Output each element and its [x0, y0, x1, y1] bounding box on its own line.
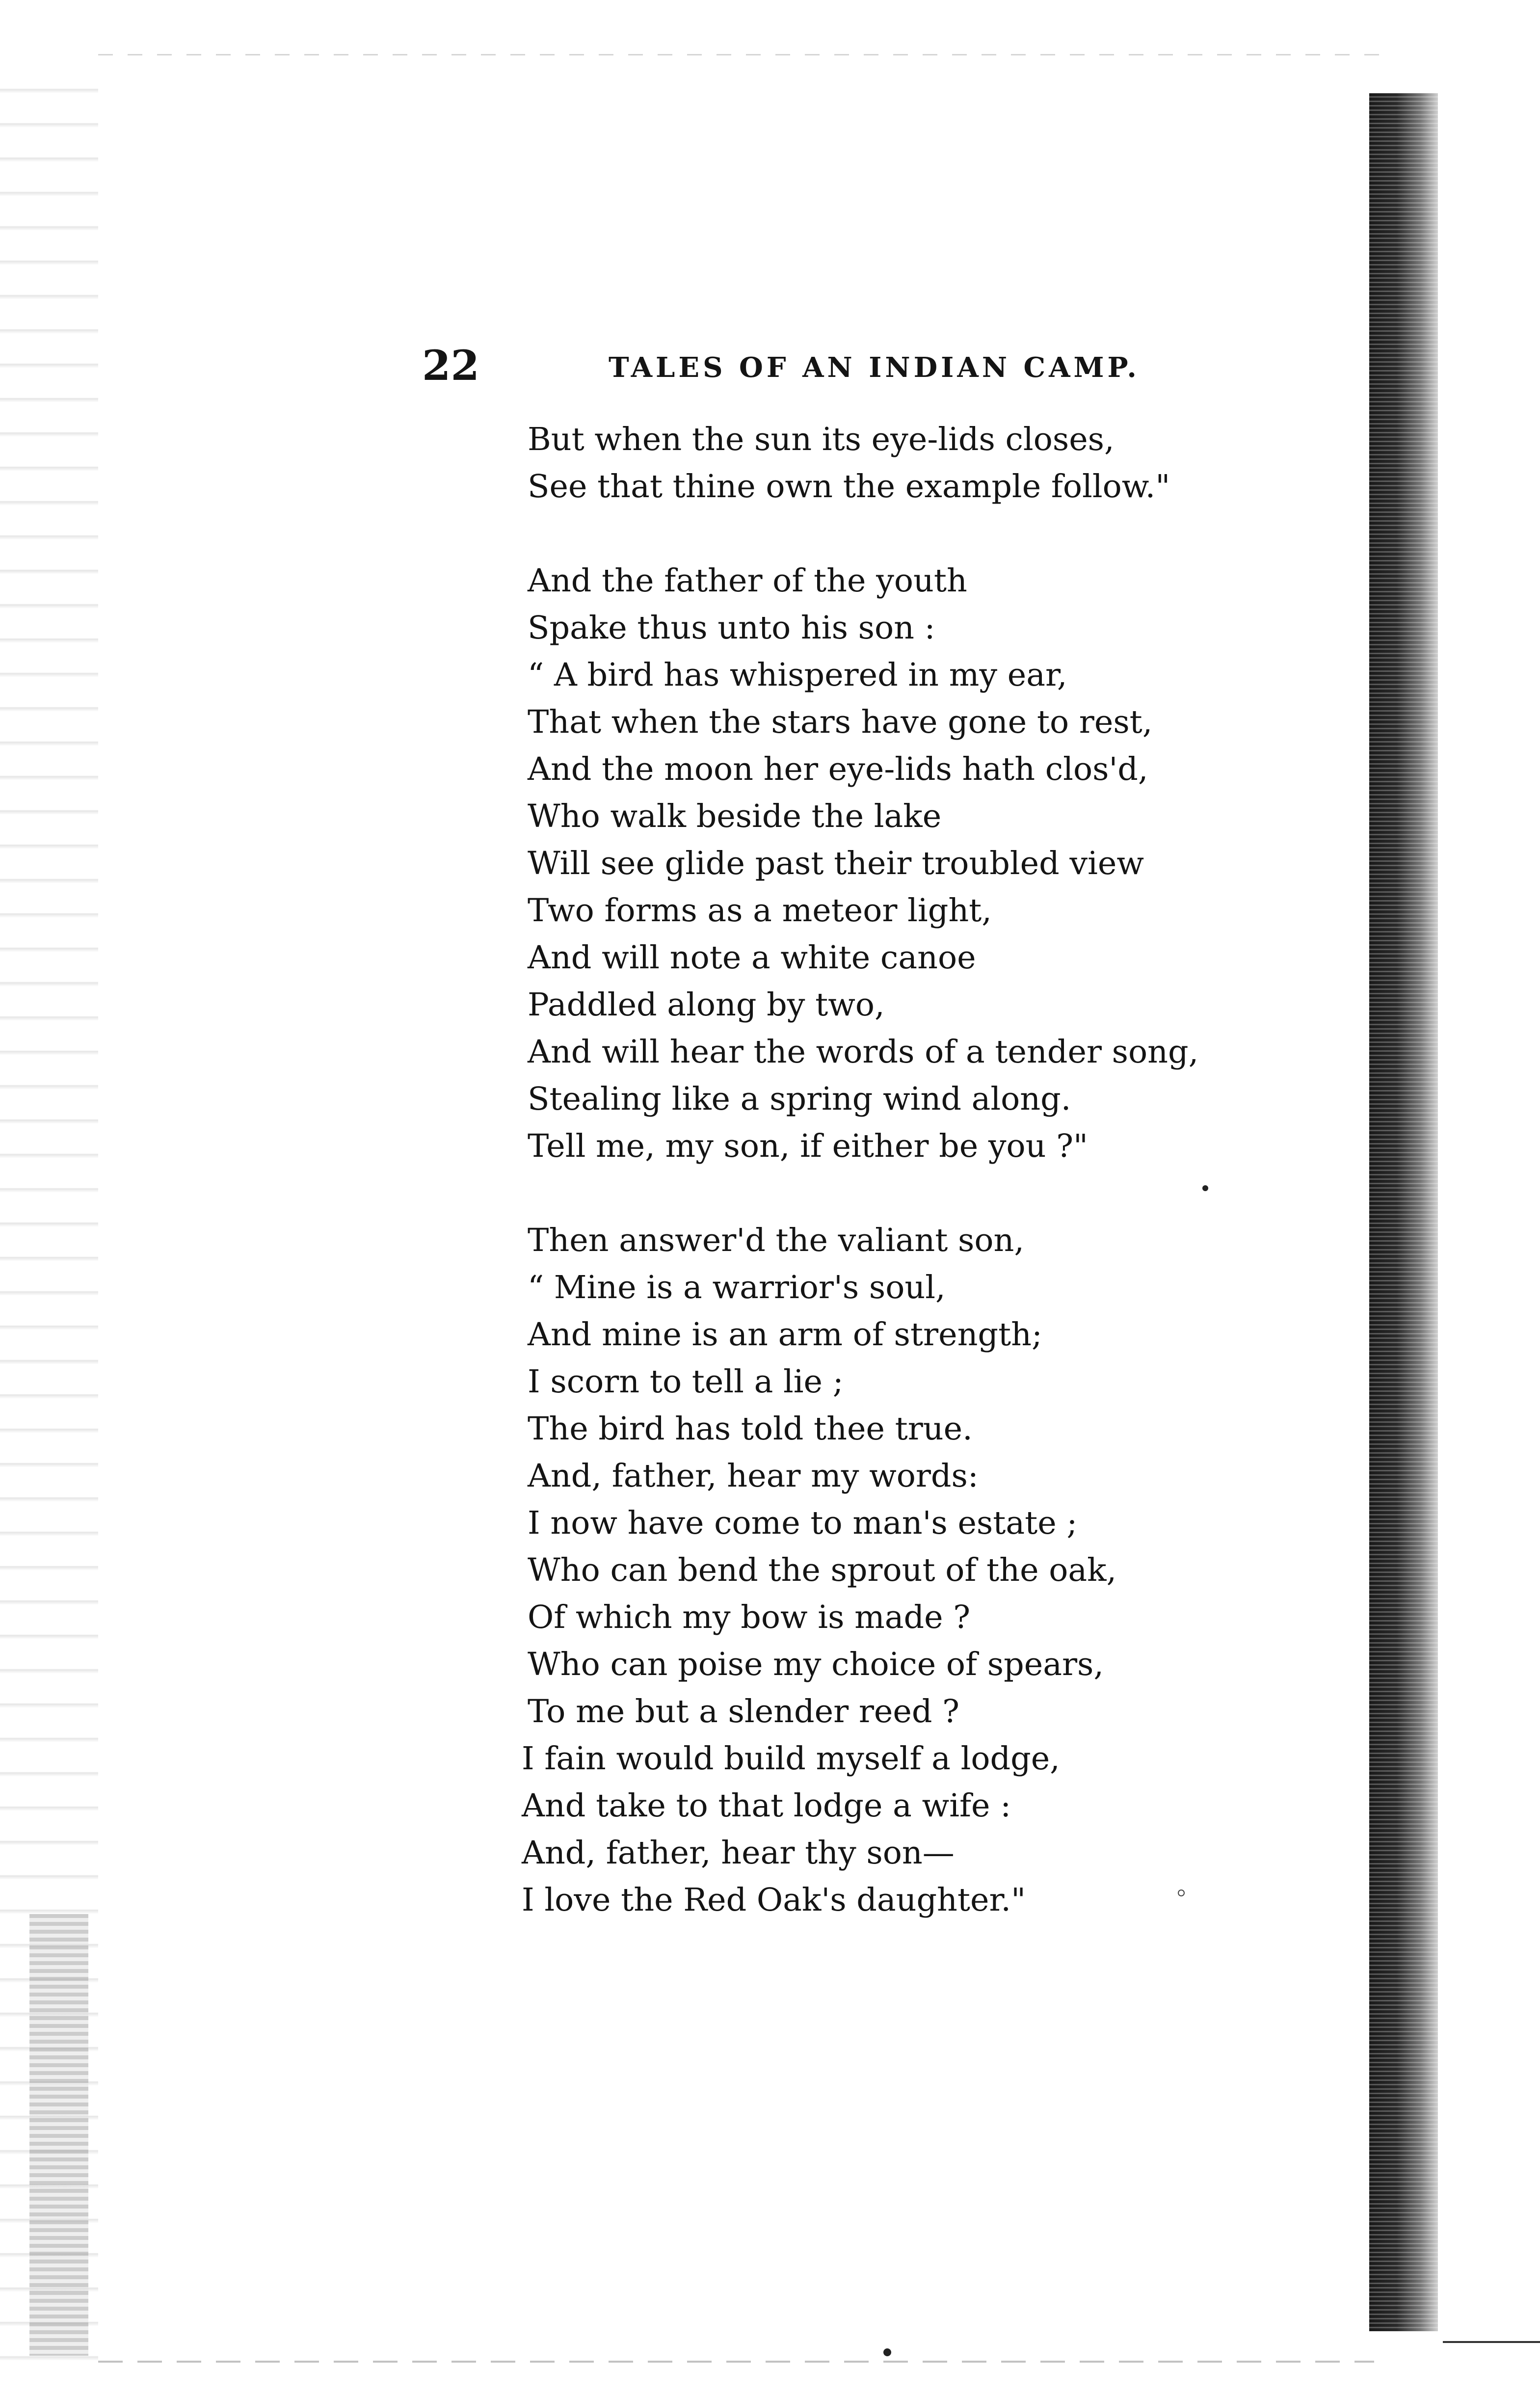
poem-line: See that thine own the example follow." — [528, 468, 1170, 505]
poem-line: But when the sun its eye-lids closes, — [528, 421, 1115, 458]
poem-line: Paddled along by two, — [528, 986, 885, 1023]
poem-line: That when the stars have gone to rest, — [528, 704, 1153, 741]
poem-line: And the moon her eye-lids hath clos'd, — [528, 751, 1148, 788]
poem-line: To me but a slender reed ? — [528, 1693, 959, 1730]
poem-line: And take to that lodge a wife : — [522, 1787, 1011, 1824]
stanza — [528, 416, 1313, 510]
poem-line: Two forms as a meteor light, — [528, 892, 992, 929]
poem-line: Who can poise my choice of spears, — [528, 1646, 1104, 1683]
poem-body — [522, 416, 1313, 1971]
poem-line: Who can bend the sprout of the oak, — [528, 1552, 1117, 1589]
page-number: 22 — [422, 341, 479, 390]
scan-right-page-texture — [1369, 93, 1438, 2331]
poem-line: I fain would build myself a lodge, — [522, 1740, 1060, 1777]
poem-line: And mine is an arm of strength; — [528, 1316, 1042, 1353]
scan-binding-artifact — [29, 1914, 88, 2356]
running-title: TALES OF AN INDIAN CAMP. — [609, 351, 1140, 384]
poem-line: I now have come to man's estate ; — [528, 1505, 1078, 1542]
poem-line: And will hear the words of a tender song, — [528, 1034, 1199, 1070]
poem-line: The bird has told thee true. — [528, 1411, 973, 1447]
poem-line: Will see glide past their troubled view — [528, 845, 1144, 882]
poem-line: And will note a white canoe — [528, 939, 976, 976]
poem-line: And the father of the youth — [528, 562, 967, 599]
poem-line: I scorn to tell a lie ; — [528, 1363, 844, 1400]
poem-line: Spake thus unto his son : — [528, 610, 935, 646]
poem-line: “ A bird has whispered in my ear, — [528, 657, 1067, 693]
poem-line: Who walk beside the lake — [528, 798, 942, 835]
poem-line: I love the Red Oak's daughter." — [522, 1882, 1026, 1918]
poem-line: “ Mine is a warrior's soul, — [528, 1269, 946, 1306]
page-header — [422, 339, 1158, 393]
ink-speck — [883, 2348, 891, 2356]
stanza — [522, 1217, 1313, 1924]
poem-line: And, father, hear my words: — [528, 1458, 979, 1494]
poem-line: And, father, hear thy son— — [522, 1835, 955, 1871]
scan-top-edge — [98, 54, 1384, 55]
poem-line: Tell me, my son, if either be you ?" — [528, 1128, 1088, 1165]
stanza — [528, 558, 1313, 1170]
poem-line: Then answer'd the valiant son, — [528, 1222, 1025, 1259]
poem-line: Stealing like a spring wind along. — [528, 1081, 1071, 1118]
poem-line: Of which my bow is made ? — [528, 1599, 971, 1636]
scan-bottom-edge — [98, 2361, 1374, 2363]
scan-back-page-rule — [1443, 2341, 1540, 2343]
